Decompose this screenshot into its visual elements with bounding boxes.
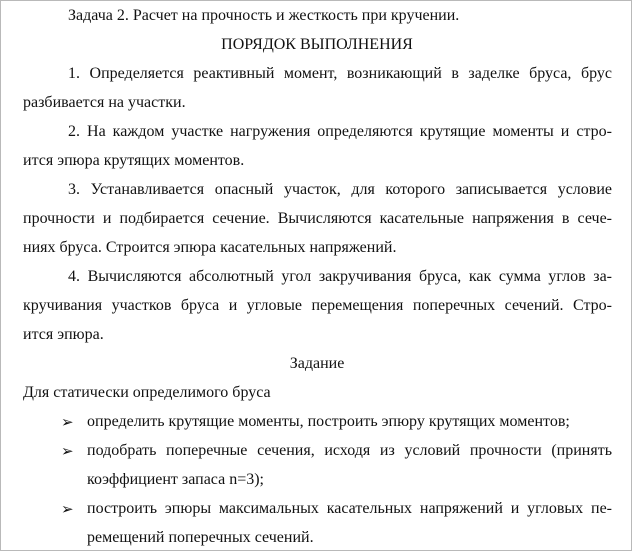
step-3-line-1: 3. Устанавливается опасный участок, для которого записывается условие: [68, 181, 612, 198]
assignment-intro: Для статически определимого бруса: [23, 384, 271, 401]
step-3-line-2: прочности и подбирается сечение. Вычисляются касательные напряжения в сече-: [23, 210, 612, 227]
bullet-3-line-1: построить эпюры максимальных касательных напряжений и угловых пе-: [87, 500, 612, 517]
step-4-line-1: 4. Вычисляются абсолютный угол закручивания бруса, как сумма углов за-: [68, 268, 612, 285]
step-2-line-1: 2. На каждом участке нагружения определяются крутящие моменты и стро-: [68, 123, 612, 140]
bullet-2-line-1: подобрать поперечные сечения, исходя из условий прочности (принять: [87, 442, 612, 459]
bullet-arrow-icon: ➢: [61, 413, 74, 431]
step-4-line-3: ится эпюра.: [23, 326, 104, 343]
bullet-arrow-icon: ➢: [61, 442, 74, 460]
step-3-line-3: ниях бруса. Строится эпюра касательных напряжений.: [23, 239, 397, 256]
bullet-2-line-2: коэффициент запаса n=3);: [87, 471, 264, 488]
bullet-3-line-2: ремещений поперечных сечений.: [87, 529, 314, 546]
bullet-arrow-icon: ➢: [61, 500, 74, 518]
procedure-heading: ПОРЯДОК ВЫПОЛНЕНИЯ: [221, 36, 413, 53]
task-title: Задача 2. Расчет на прочность и жесткость при кручении.: [68, 7, 460, 24]
assignment-heading: Задание: [289, 355, 345, 372]
step-4-line-2: кручивания участков бруса и угловые перемещения поперечных сечений. Стро-: [23, 297, 612, 314]
step-2-line-2: ится эпюра крутящих моментов.: [23, 152, 245, 169]
step-1-line-1: 1. Определяется реактивный момент, возникающий в заделке бруса, брус: [68, 65, 612, 82]
bullet-1-line-1: определить крутящие моменты, построить эпюру крутящих моментов;: [87, 413, 570, 430]
step-1-line-2: разбивается на участки.: [23, 94, 186, 111]
